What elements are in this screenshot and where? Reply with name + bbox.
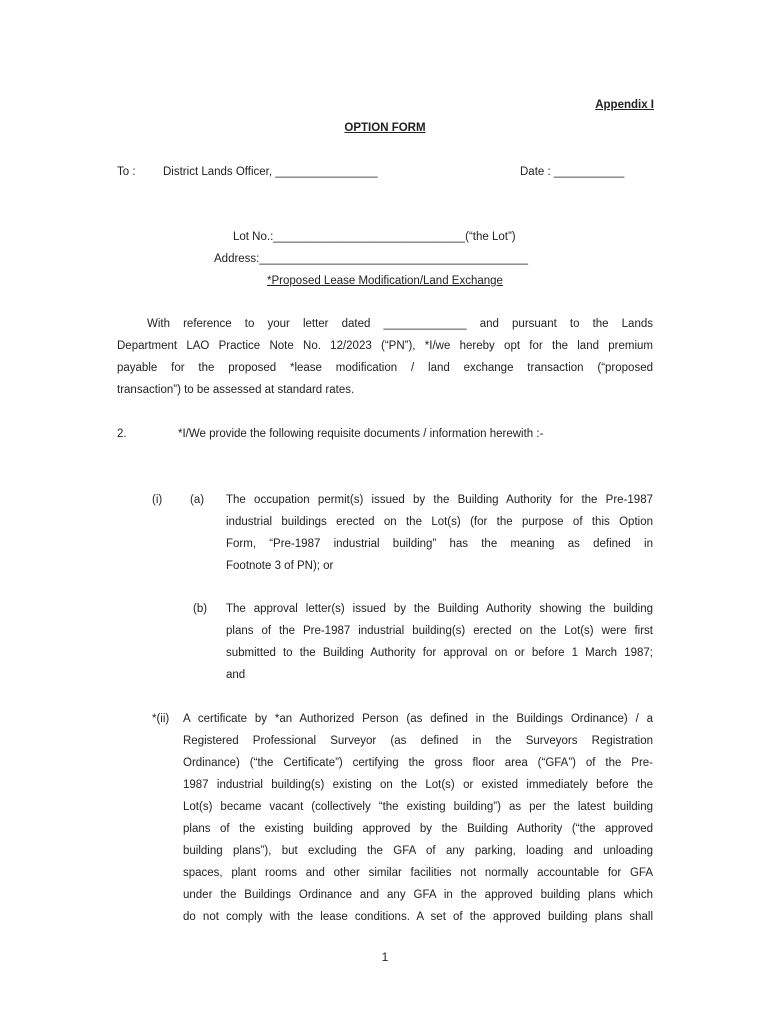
paragraph-line: With reference to your letter dated _____________ and pursuant to the Lands [147,318,653,330]
item-line: under the Buildings Ordinance and any GFA in the approved building plans which [183,889,653,901]
paragraph-line: Department LAO Practice Note No. 12/2023 (“PN”), *I/we hereby opt for the land premium [117,340,653,352]
item-i-a-label: (a) [190,494,205,506]
address-field: Address:__________________________________________ [214,253,529,265]
paragraph-line: transaction”) to be assessed at standard rates. [117,384,355,396]
item-line: submitted to the Building Authority for approval on or before 1 March 1987; [226,647,653,659]
date-field: Date : ___________ [520,166,625,178]
item-ii-number: *(ii) [152,713,170,725]
item-2-text: *I/We provide the following requisite documents / information herewith :- [178,428,544,440]
recipient-field: District Lands Officer, ________________ [163,166,378,178]
page-number: 1 [381,950,389,964]
item-i-b-label: (b) [193,603,208,615]
item-line: industrial buildings erected on the Lot(s) (for the purpose of this Option [226,516,653,528]
item-line: The approval letter(s) issued by the Building Authority showing the building [226,603,653,615]
item-line: Footnote 3 of PN); or [226,560,334,572]
proposed-transaction-title: *Proposed Lease Modification/Land Exchange [267,275,503,287]
item-line: plans of the Pre-1987 industrial building(s) erected on the Lot(s) were first [226,625,653,637]
item-line: Ordinance) (“the Certificate”) certifying the gross floor area (“GFA”) of the Pre- [183,757,653,769]
item-line: plans of the existing building approved by the Building Authority (“the approved [183,823,653,835]
item-line: do not comply with the lease conditions. A set of the approved building plans shall [183,911,653,923]
item-line: Form, “Pre-1987 industrial building” has the meaning as defined in [226,538,653,550]
item-2-number: 2. [117,428,127,440]
item-i-number: (i) [152,494,163,506]
to-label: To : [117,166,136,178]
item-line: The occupation permit(s) issued by the Building Authority for the Pre-1987 [226,494,653,506]
item-line: Registered Professional Surveyor (as defined in the Surveyors Registration [183,735,653,747]
item-line: A certificate by *an Authorized Person (as defined in the Buildings Ordinance) / a [183,713,653,725]
paragraph-line: payable for the proposed *lease modification / land exchange transaction (“proposed [117,362,653,374]
item-line: 1987 industrial building(s) existing on the Lot(s) or existed immediately before the [183,779,653,791]
item-line: and [226,669,246,681]
appendix-label: Appendix I [595,99,654,111]
item-line: building plans”), but excluding the GFA of any parking, loading and unloading [183,845,653,857]
lot-number-field: Lot No.:______________________________(“the Lot”) [233,231,516,243]
item-line: spaces, plant rooms and other similar facilities not normally accountable for GFA [183,867,653,879]
item-line: Lot(s) became vacant (collectively “the existing building”) as per the latest building [183,801,653,813]
form-title: OPTION FORM [344,122,426,134]
